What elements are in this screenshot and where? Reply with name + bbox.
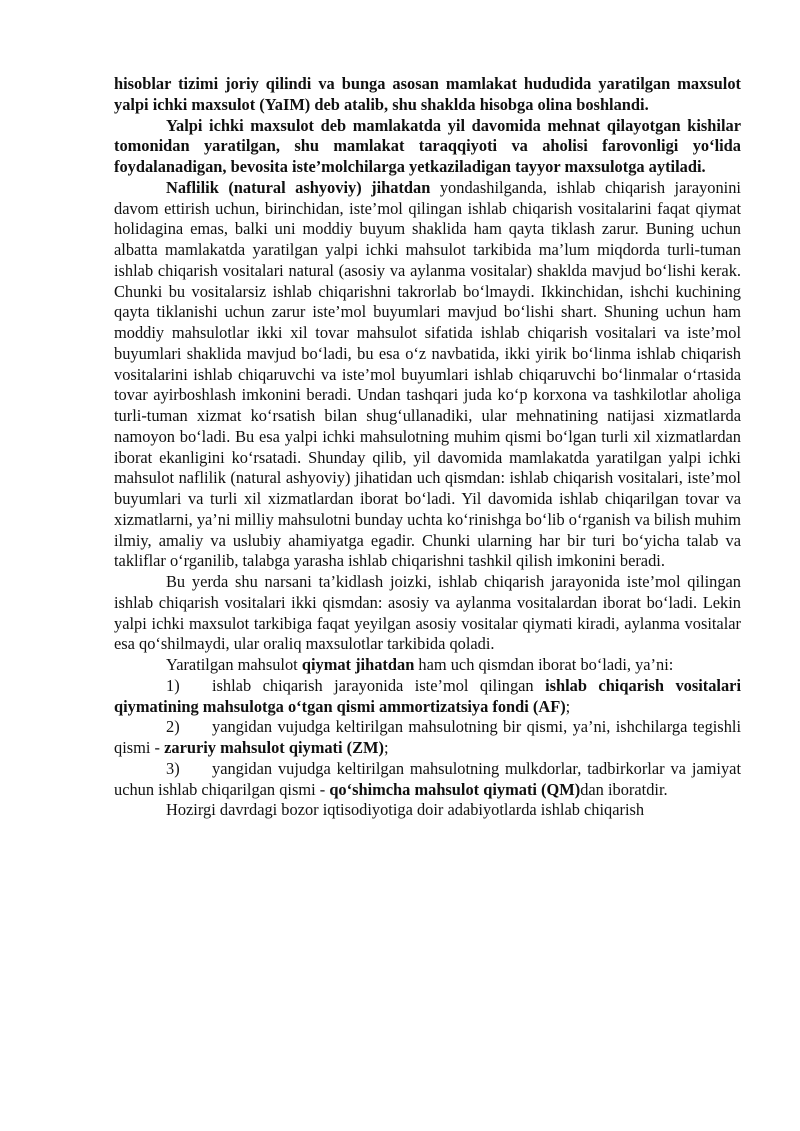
value-tail: ham uch qismdan iborat bo‘ladi, ya’ni:	[414, 655, 674, 674]
list-item	[114, 676, 741, 718]
list-text: yangidan vujudga keltirilgan mahsulotning mulkdorlar, tadbirkorlar va jamiyat uchun ishlab chiqarilgan qismi -	[114, 758, 741, 799]
paragraph-closing	[114, 800, 741, 821]
value-heading: qiymat jihatdan	[301, 655, 415, 674]
natural-text: yondashilganda, ishlab chiqarish jarayonini davom ettirish uchun, birinchidan, iste’mol qilingan ishlab chiqarish vositalarini faqat qiymat holidagina emas, balki uni moddiy buyum shaklida ham qayta tiklash zarur. Buning uchun albatta mamlakatda yaratilgan yalpi ichki mahsulot tarkibida ma’lum miqdorda turli-tuman ishlab chiqarish vositalari natural (asosiy va aylanma vositalar) shaklda mavjud bo‘lishi kerak. Chunki bu vositalarsiz ishlab chiqarishni takrorlab bo‘lmaydi. Ikkinchidan, ishchi kuchining qayta tiklanishi uchun zarur iste’mol buyumlari mavjud bo‘lishi shart. Shuning uchun ham moddiy mahsulotlar ikki xil tovar mahsulot sifatida ishlab chiqarish vositalari va iste’mol buyumlari shaklida mavjud bo‘ladi, bu esa o‘z navbatida, ikki yirik bo‘linma ishlab chiqarish vositalarini ishlab chiqaruvchi va iste’mol buyumlari ishlab chiqaruvchi bo‘linmalar o‘rtasida tovar ayirboshlash imkonini beradi. Undan tashqari juda ko‘p korxona va tashkilotlar aholiga turli-tuman xizmat ko‘rsatish bilan shug‘ullanadiki, ular mehnatining natijasi xizmatlarda namoyon bo‘ladi. Bu esa yalpi ichki mahsulotning muhim qismi bo‘lgan turli xil xizmatlardan iborat ekanligini ko‘rsatadi. Shunday qilib, yil davomida mamlakatda yaratilgan yalpi ichki mahsulot naflilik (natural ashyoviy) jihatidan uch qismdan: ishlab chiqarish vositalari, iste’mol buyumlari va turli xil xizmatlardan iborat bo‘ladi. Yil davomida ishlab chiqarilgan tovar va xizmatlarni, ya’ni milliy mahsulotni bunday uchta ko‘rinishga bo‘lib o‘rganish va bilish muhim ilmiy, amaliy va uslubiy ahamiyatga egadir. Chunki ularning har bir turi bo‘yicha talab va takliflar o‘rganilib, talabga yarasha ishlab chiqarishni tashkil qilish imkonini beradi.	[114, 177, 741, 571]
closing-text: Hozirgi davrdagi bozor iqtisodiyotiga doir adabiyotlarda ishlab chiqarish	[166, 800, 645, 820]
paragraph-intro	[114, 74, 741, 116]
list-bold: qo‘shimcha mahsulot qiymati (QM)	[329, 779, 581, 799]
list-bold: zaruriy mahsulot qiymati (ZM)	[164, 738, 384, 757]
list-tail: dan iboratdir.	[580, 779, 668, 799]
list-number: 3)	[166, 758, 180, 778]
paragraph-means	[114, 572, 741, 655]
list-bold: ishlab chiqarish vositalari qiymatining mahsulotga o‘tgan qismi ammortizatsiya fondi (AF)	[114, 675, 741, 716]
value-intro: Yaratilgan mahsulot	[166, 655, 302, 674]
list-item	[114, 717, 741, 759]
list-number: 1)	[166, 675, 180, 695]
list-text: ishlab chiqarish jarayonida iste’mol qilingan	[212, 675, 546, 695]
paragraph-definition	[114, 116, 741, 178]
natural-heading: Naflilik (natural ashyoviy) jihatdan	[166, 177, 431, 197]
document-page	[114, 74, 741, 821]
list-number: 2)	[166, 717, 180, 737]
list-tail: ;	[565, 696, 571, 716]
means-text: Bu yerda shu narsani ta’kidlash joizki, ishlab chiqarish jarayonida iste’mol qilingan ishlab chiqarish vositalari ikki qismdan: asosiy va aylanma vositalardan iborat bo‘ladi. Lekin yalpi ichki maxsulot tarkibiga faqat yeyilgan asosiy vositalar qiymati kiradi, aylanma vositalar esa qo‘shilmaydi, ular oraliq maxsulotlar tarkibida qoladi.	[114, 572, 741, 654]
list-text: yangidan vujudga keltirilgan mahsulotning bir qismi, ya’ni, ishchilarga tegishli qismi -	[114, 717, 741, 757]
list-tail: ;	[383, 738, 389, 757]
paragraph-natural	[114, 178, 741, 572]
definition-text: Yalpi ichki maxsulot deb mamlakatda yil davomida mehnat qilayotgan kishilar tomonidan yaratilgan, shu mamlakat taraqqiyoti va aholisi farovonligi yo‘lida foydalanadigan, bevosita iste’molchilarga yetkaziladigan tayyor maxsulotga aytiladi.	[114, 115, 741, 176]
list-item	[114, 759, 741, 801]
intro-text: hisoblar tizimi joriy qilindi va bunga asosan mamlakat hududida yaratilgan maxsulot yalpi ichki maxsulot (YaIM) deb atalib, shu shaklda hisobga olina boshlandi.	[114, 74, 741, 114]
paragraph-value	[114, 655, 741, 676]
